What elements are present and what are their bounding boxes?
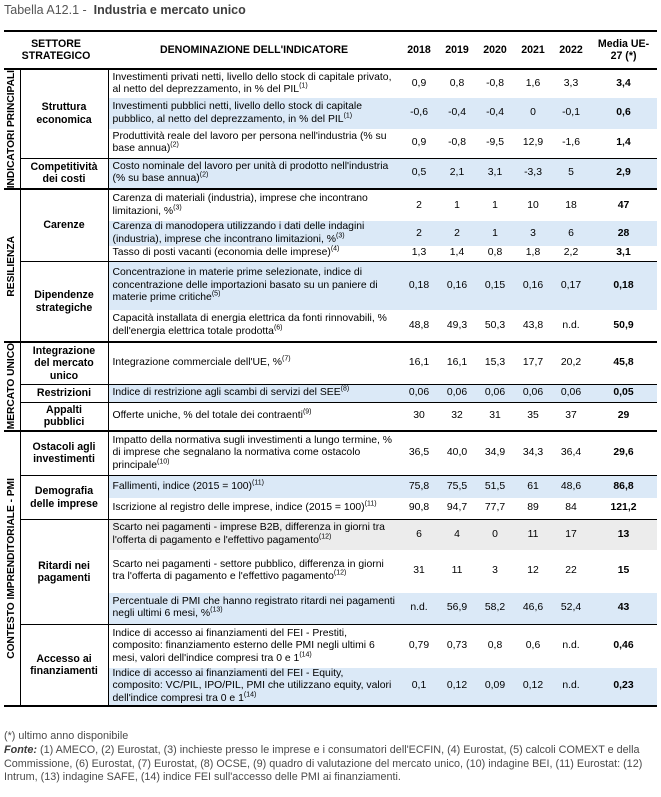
indicator-cell — [108, 550, 400, 593]
footnote-ref: (8) — [340, 385, 350, 393]
average-cell: 3,1 — [590, 246, 657, 261]
year-header: 2022 — [552, 31, 590, 69]
value-cell: -0,8 — [486, 77, 504, 89]
indicator-cell — [108, 158, 400, 189]
value-cell: -0,4 — [438, 98, 476, 129]
footnote-ref: (1) — [299, 82, 308, 90]
table-row — [4, 625, 657, 668]
value-cell: 0,9 — [411, 77, 427, 89]
subgroup-label: Integrazione del mercato unico — [20, 342, 108, 384]
indicator-text: Carenza di materiali (industria), imprese che incontrano limitazioni, % — [112, 193, 368, 217]
average-cell: 0,23 — [590, 668, 657, 707]
indicator-cell — [108, 261, 400, 310]
table-row — [4, 69, 657, 98]
value-cell: 3,3 — [563, 77, 579, 89]
value-cell: 75,8 — [400, 476, 438, 498]
average-cell: 50,9 — [590, 310, 657, 342]
indicator-cell — [108, 520, 400, 550]
value-cell: 2 — [438, 221, 476, 246]
footnote-ref: (10) — [157, 458, 170, 466]
subgroup-label: Carenze — [20, 189, 108, 261]
average-cell: 3,4 — [616, 77, 631, 89]
value-cell: 16,1 — [438, 342, 476, 384]
value-cell: 20,2 — [552, 342, 590, 384]
value-cell: 0,09 — [476, 668, 514, 707]
table-body — [4, 69, 657, 706]
value-cell: 10 — [527, 199, 539, 211]
value-cell: 61 — [514, 476, 552, 498]
table-row — [4, 431, 657, 476]
group-label-cell — [4, 431, 20, 707]
value-cell: 11 — [451, 564, 463, 576]
value-cell: 0,79 — [408, 640, 430, 652]
value-cell: -0,6 — [400, 98, 438, 129]
value-cell: 52,4 — [552, 593, 590, 625]
footnote-ref: (11) — [252, 479, 264, 487]
value-cell: 6 — [400, 520, 438, 550]
indicator-text: Indice di accesso ai finanziamenti del FEI - Equity, composito: VC/PIL, IPO/PIL, PMI che utilizzano equity, valori dell'indice compresi tra 0 e 1 — [112, 667, 392, 704]
year-header: 2018 — [400, 31, 438, 69]
value-cell: 32 — [438, 403, 476, 431]
value-cell: 11 — [514, 520, 552, 550]
value-cell: 0,8 — [449, 77, 465, 89]
subgroup-label: Struttura economica — [20, 69, 108, 158]
value-cell: 3 — [492, 564, 498, 576]
footnote-ref: (1) — [343, 112, 353, 120]
value-cell: -0,8 — [438, 129, 476, 158]
indicator-cell — [108, 98, 400, 129]
indicator-text: Integrazione commerciale dell'UE, % — [112, 357, 282, 369]
value-cell: 90,8 — [400, 498, 438, 520]
average-cell: 0,6 — [590, 98, 657, 129]
average-cell: 29,6 — [590, 431, 657, 476]
value-cell: 36,5 — [400, 431, 438, 476]
value-cell: 0,15 — [476, 261, 514, 310]
value-cell: 5 — [552, 158, 590, 189]
indicator-text: Impatto della normativa sugli investimenti a lungo termine, % di imprese che segnalano la normativa come ostacolo principale — [112, 434, 393, 471]
subgroup-label: Demografia delle imprese — [20, 476, 108, 520]
footnote-ref: (5) — [211, 290, 221, 298]
value-cell: 0,12 — [438, 668, 476, 707]
value-cell: 0,06 — [552, 385, 590, 403]
average-cell: 47 — [617, 199, 630, 211]
indicator-cell — [108, 189, 400, 221]
value-cell: 30 — [400, 403, 438, 431]
indicator-text: Investimenti pubblici netti, livello dello stock di capitale pubblico, al netto del deprezzamento, in % del PIL — [112, 101, 363, 125]
table-row — [4, 476, 657, 498]
source-text: (1) AMECO, (2) Eurostat, (3) inchieste presso le imprese e i consumatori dell'ECFIN, (4) Eurostat, (5) calcoli COMEXT e della Commissione, (6) Eurostat, (7) Eurostat, (8) OCSE, (9) quadro di valutazione del mercato unico, (10) indagine BEI, (11) Eurostat: (12) Intrum, (13) indagine SAFE, (14) indice FEI sull'accesso delle PMI ai finanziamenti. — [4, 743, 643, 784]
indicator-cell — [108, 69, 400, 98]
indicator-cell — [108, 476, 400, 498]
value-cell: 84 — [552, 498, 590, 520]
value-cell: 12 — [527, 564, 539, 576]
value-cell: 75,5 — [438, 476, 476, 498]
value-cell: 0,73 — [446, 640, 468, 652]
indicator-text: Scarto nei pagamenti - settore pubblico, differenza in giorni tra l'offerta di pagamento e l'effettivo pagamento — [112, 558, 384, 583]
footnote-ref: (2) — [199, 172, 209, 180]
value-cell: n.d. — [400, 593, 438, 625]
indicator-text: Iscrizione al registro delle imprese, indice (2015 = 100) — [112, 502, 365, 514]
indicator-text: Offerte uniche, % del totale dei contraenti — [112, 410, 303, 421]
average-cell: 29 — [590, 403, 657, 431]
subgroup-label: Appalti pubblici — [20, 403, 108, 431]
value-cell: 46,6 — [514, 593, 552, 625]
value-cell: 0,5 — [400, 158, 438, 189]
subgroup-label: Ritardi nei pagamenti — [20, 520, 108, 625]
indicator-text: Tasso di posti vacanti (economia delle imprese) — [112, 247, 331, 259]
value-cell: 36,4 — [552, 431, 590, 476]
average-cell: 86,8 — [590, 476, 657, 498]
average-cell: 15 — [617, 564, 630, 576]
indicator-cell — [108, 498, 400, 520]
value-cell: 48,6 — [552, 476, 590, 498]
subgroup-label: Accesso ai finanziamenti — [20, 625, 108, 707]
average-cell: 0,46 — [613, 640, 634, 652]
footnote-ref: (3) — [173, 204, 182, 212]
value-cell: 0,9 — [400, 129, 438, 158]
group-label-cell — [4, 189, 20, 342]
indicator-text: Percentuale di PMI che hanno registrato ritardi nei pagamenti negli ultimi 6 mesi, % — [112, 595, 395, 620]
value-cell: 1 — [492, 199, 498, 211]
indicator-cell — [108, 129, 400, 158]
indicator-table — [4, 30, 657, 707]
value-cell: 0,17 — [552, 261, 590, 310]
value-cell: 0,12 — [514, 668, 552, 707]
header-row — [4, 31, 657, 69]
indicator-cell — [108, 246, 400, 261]
value-cell: 1 — [454, 199, 460, 211]
indicator-text: Produttività reale del lavoro per persona nell'industria (% su base annua) — [112, 130, 387, 155]
footnote-ref: (13) — [210, 606, 223, 614]
value-cell: -0,1 — [552, 98, 590, 129]
footnote-ref: (2) — [170, 141, 179, 149]
value-cell: 31 — [476, 403, 514, 431]
indicator-cell — [108, 221, 400, 246]
value-cell: 2,1 — [438, 158, 476, 189]
indicator-cell — [108, 310, 400, 342]
value-cell: n.d. — [552, 310, 590, 342]
value-cell: 89 — [514, 498, 552, 520]
indicator-header: DENOMINAZIONE DELL'INDICATORE — [108, 31, 400, 69]
value-cell: 0,16 — [514, 261, 552, 310]
subgroup-label: Restrizioni — [20, 385, 108, 403]
value-cell: 0,06 — [400, 385, 438, 403]
indicator-cell — [108, 593, 400, 625]
average-cell: 1,4 — [590, 129, 657, 158]
value-cell: 22 — [565, 564, 577, 576]
table-row — [4, 385, 657, 403]
indicator-cell — [108, 403, 400, 431]
value-cell: 31 — [413, 564, 425, 576]
group-label: INDICATORI PRINCIPALI — [5, 70, 17, 189]
average-cell: 43 — [590, 593, 657, 625]
value-cell: 2,2 — [552, 246, 590, 261]
indicator-text: Concentrazione in materie prime selezionate, indice di concentrazione delle importazioni basato su un paniere di materie prime critiche — [112, 267, 378, 304]
value-cell: 1,8 — [514, 246, 552, 261]
value-cell: 0,8 — [487, 640, 503, 652]
footnote-ref: (12) — [333, 569, 347, 577]
table-row — [4, 189, 657, 221]
value-cell: -3,3 — [514, 158, 552, 189]
average-header: Media UE-27 (*) — [590, 31, 657, 69]
table-row — [4, 342, 657, 384]
year-header: 2019 — [438, 31, 476, 69]
value-cell: 2 — [400, 221, 438, 246]
indicator-text: Costo nominale del lavoro per unità di prodotto nell'industria (% su base annua) — [112, 160, 389, 185]
value-cell: 3 — [514, 221, 552, 246]
average-cell: 121,2 — [590, 498, 657, 520]
value-cell: 77,7 — [476, 498, 514, 520]
value-cell: -1,6 — [552, 129, 590, 158]
value-cell: 15,3 — [476, 342, 514, 384]
table-title — [4, 3, 246, 17]
value-cell: 0,18 — [400, 261, 438, 310]
subgroup-label: Dipendenze strategiche — [20, 261, 108, 342]
value-cell: 35 — [514, 403, 552, 431]
average-cell: 28 — [590, 221, 657, 246]
indicator-cell — [108, 668, 400, 707]
average-cell: 0,05 — [590, 385, 657, 403]
value-cell: 56,9 — [438, 593, 476, 625]
value-cell: 1 — [476, 221, 514, 246]
table-name: Industria e mercato unico — [93, 3, 246, 17]
value-cell: 3,1 — [476, 158, 514, 189]
footnotes — [4, 730, 659, 785]
indicator-cell — [108, 342, 400, 384]
average-cell: 45,8 — [590, 342, 657, 384]
footnote-ref: (7) — [281, 355, 291, 363]
table-row — [4, 158, 657, 189]
sector-header: SETTORE STRATEGICO — [4, 31, 108, 69]
average-cell: 2,9 — [590, 158, 657, 189]
value-cell: 16,1 — [400, 342, 438, 384]
value-cell: 48,8 — [400, 310, 438, 342]
indicator-cell — [108, 431, 400, 476]
group-label: MERCATO UNICO — [5, 343, 17, 430]
subgroup-label: Ostacoli agli investimenti — [20, 431, 108, 476]
table-row — [4, 520, 657, 550]
footnote-ref: (4) — [330, 245, 340, 253]
table-number: Tabella A12.1 - — [4, 3, 87, 17]
average-cell: 13 — [590, 520, 657, 550]
indicator-text: Indice di accesso ai finanziamenti del FEI - Prestiti, composito: finanziamento esterno delle PMI negli ultimi 6 mesi, valori dell'indice compresi tra 0 e 1 — [112, 627, 375, 664]
footnote-ref: (14) — [299, 651, 312, 659]
value-cell: 0 — [476, 520, 514, 550]
value-cell: 43,8 — [514, 310, 552, 342]
value-cell: 94,7 — [438, 498, 476, 520]
footnote-ref: (11) — [364, 500, 377, 508]
group-label: CONTESTO IMPRENDITORIALE - PMI — [5, 477, 17, 659]
value-cell: 1,6 — [525, 77, 541, 89]
value-cell: 18 — [565, 199, 577, 211]
star-note: (*) ultimo anno disponibile — [4, 730, 129, 742]
source-label: Fonte: — [4, 743, 37, 756]
indicator-text: Scarto nei pagamenti - imprese B2B, differenza in giorni tra l'offerta di pagamento e l'effettivo pagamento — [112, 522, 385, 546]
indicator-cell — [108, 385, 400, 403]
indicator-text: Carenza di manodopera utilizzando i dati delle indagini (industria), imprese che incontrano limitazioni, % — [112, 221, 365, 245]
average-cell: 0,18 — [590, 261, 657, 310]
value-cell: 0,06 — [514, 385, 552, 403]
subgroup-label: Competitività dei costi — [20, 158, 108, 189]
footnote-ref: (12) — [318, 533, 332, 541]
value-cell: 58,2 — [476, 593, 514, 625]
value-cell: 2 — [416, 199, 422, 211]
value-cell: 4 — [438, 520, 476, 550]
value-cell: 17 — [552, 520, 590, 550]
value-cell: 40,0 — [438, 431, 476, 476]
value-cell: 49,3 — [438, 310, 476, 342]
value-cell: 1,3 — [400, 246, 438, 261]
value-cell: 17,7 — [514, 342, 552, 384]
value-cell: 12,9 — [514, 129, 552, 158]
footnote-ref: (6) — [273, 324, 283, 332]
footnote-ref: (9) — [302, 408, 312, 416]
value-cell: 51,5 — [476, 476, 514, 498]
value-cell: -9,5 — [476, 129, 514, 158]
value-cell: n.d. — [552, 668, 590, 707]
footnote-ref: (14) — [243, 691, 257, 699]
group-label: RESILIENZA — [5, 235, 17, 297]
value-cell: 0,6 — [525, 640, 541, 652]
table-row — [4, 403, 657, 431]
indicator-text: Indice di restrizione agli scambi di servizi del SEE — [112, 387, 341, 399]
value-cell: 0 — [514, 98, 552, 129]
value-cell: 0,06 — [476, 385, 514, 403]
value-cell: 0,1 — [400, 668, 438, 707]
indicator-text: Capacità installata di energia elettrica da fonti rinnovabili, % dell'energia elettrica totale prodotta — [112, 313, 387, 337]
value-cell: 37 — [552, 403, 590, 431]
indicator-text: Investimenti privati netti, livello dello stock di capitale privato, al netto del deprezzamento, in % del PIL — [112, 71, 392, 96]
group-label-cell — [4, 342, 20, 430]
value-cell: -0,4 — [476, 98, 514, 129]
table-row — [4, 261, 657, 310]
footnote-ref: (3) — [336, 232, 345, 240]
value-cell: 0,8 — [476, 246, 514, 261]
indicator-cell — [108, 625, 400, 668]
source-note — [4, 744, 659, 785]
year-header: 2020 — [476, 31, 514, 69]
group-label-cell — [4, 69, 20, 189]
value-cell: n.d. — [562, 640, 580, 652]
value-cell: 34,9 — [476, 431, 514, 476]
value-cell: 0,06 — [438, 385, 476, 403]
value-cell: 34,3 — [514, 431, 552, 476]
indicator-text: Fallimenti, indice (2015 = 100) — [112, 480, 252, 492]
value-cell: 1,4 — [438, 246, 476, 261]
year-header: 2021 — [514, 31, 552, 69]
value-cell: 50,3 — [476, 310, 514, 342]
value-cell: 6 — [552, 221, 590, 246]
value-cell: 0,16 — [438, 261, 476, 310]
